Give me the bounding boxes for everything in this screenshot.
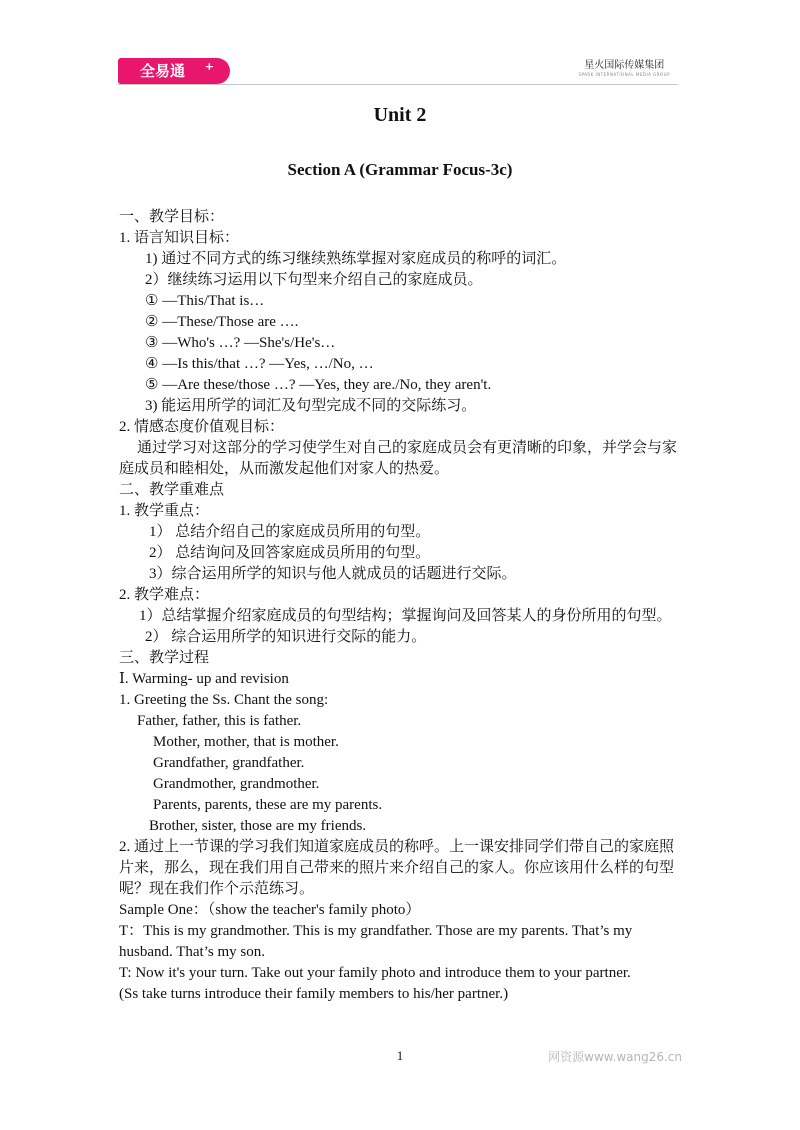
subheading-attitude: 2. 情感态度价值观目标：	[119, 419, 285, 435]
document-body	[119, 207, 685, 1005]
paragraph: 2. 通过上一节课的学习我们知道家庭成员的称呼。上一课安排同学们带自己的家庭照片来，那么，现在我们用自己带来的照片来介绍自己的家人。你应该用什么样的句型呢？现在我们作个示范练习。	[119, 839, 675, 897]
paragraph: 通过学习对这部分的学习使学生对自己的家庭成员会有更清晰的印象，并学会与家庭成员和睦相处，从而激发起他们对家人的热爱。	[119, 440, 678, 477]
subheading-knowledge: 1. 语言知识目标：	[119, 230, 240, 246]
list-item: 2）继续练习运用以下句型来介绍自己的家庭成员。	[145, 272, 483, 288]
song-line: Father, father, this is father.	[137, 713, 302, 729]
pattern-item: ③ —Who's …? —She's/He's…	[145, 335, 336, 351]
unit-title: Unit 2	[373, 104, 427, 126]
page-number: 1	[396, 1048, 404, 1063]
header-divider	[118, 84, 678, 85]
list-item: 2） 总结询问及回答家庭成员所用的句型。	[149, 545, 431, 561]
heading-objectives: 一、教学目标：	[119, 209, 225, 225]
list-item: 3) 能运用所学的词汇及句型完成不同的交际练习。	[145, 398, 477, 414]
dialogue-line: T：This is my grandmother. This is my grandfather. Those are my parents. That’s my husband. That’s my son.	[119, 923, 633, 960]
step-item: 1. Greeting the Ss. Chant the song:	[119, 692, 329, 708]
subheading-focus: 1. 教学重点：	[119, 503, 210, 519]
dialogue-note: (Ss take turns introduce their family members to his/her partner.)	[119, 986, 509, 1002]
brand-logo	[118, 58, 230, 84]
header-bar	[118, 54, 678, 86]
logo-plus: +	[204, 60, 214, 73]
song-line: Grandfather, grandfather.	[153, 755, 305, 771]
song-line: Parents, parents, these are my parents.	[153, 797, 383, 813]
heading-process: 三、教学过程	[119, 650, 210, 666]
song-line: Mother, mother, that is mother.	[153, 734, 339, 750]
pattern-item: ① —This/That is…	[145, 293, 265, 309]
heading-key-points: 二、教学重难点	[119, 482, 225, 498]
publisher-name-en: SPARK INTERNATIONAL MEDIA GROUP	[578, 72, 670, 77]
publisher-mark	[578, 60, 670, 78]
list-item: 1） 总结介绍自己的家庭成员所用的句型。	[149, 524, 431, 540]
list-item: 2） 综合运用所学的知识进行交际的能力。	[145, 629, 427, 645]
publisher-name: 星火国际传媒集团	[584, 60, 665, 71]
song-line: Grandmother, grandmother.	[153, 776, 320, 792]
dialogue-line: T: Now it's your turn. Take out your family photo and introduce them to your partner.	[119, 965, 631, 981]
step-heading: Ⅰ. Warming- up and revision	[119, 671, 289, 687]
subheading-difficulty: 2. 教学难点：	[119, 587, 210, 603]
song-line: Brother, sister, those are my friends.	[149, 818, 367, 834]
pattern-item: ② —These/Those are ….	[145, 314, 299, 330]
pattern-item: ④ —Is this/that …? —Yes, …/No, …	[145, 356, 374, 372]
section-title: Section A (Grammar Focus-3c)	[287, 160, 513, 179]
pattern-item: ⑤ —Are these/those …? —Yes, they are./No, they aren't.	[145, 377, 492, 393]
logo-text: 全易通	[140, 62, 186, 80]
list-item: 1) 通过不同方式的练习继续熟练掌握对家庭成员的称呼的词汇。	[145, 251, 567, 267]
sample-heading: Sample One：（show the teacher's family photo）	[119, 902, 421, 918]
watermark: 网资源www.wang26.cn	[548, 1050, 682, 1064]
list-item: 3）综合运用所学的知识与他人就成员的话题进行交际。	[149, 566, 517, 582]
list-item: 1）总结掌握介绍家庭成员的句型结构；掌握询问及回答某人的身份所用的句型。	[139, 608, 672, 624]
